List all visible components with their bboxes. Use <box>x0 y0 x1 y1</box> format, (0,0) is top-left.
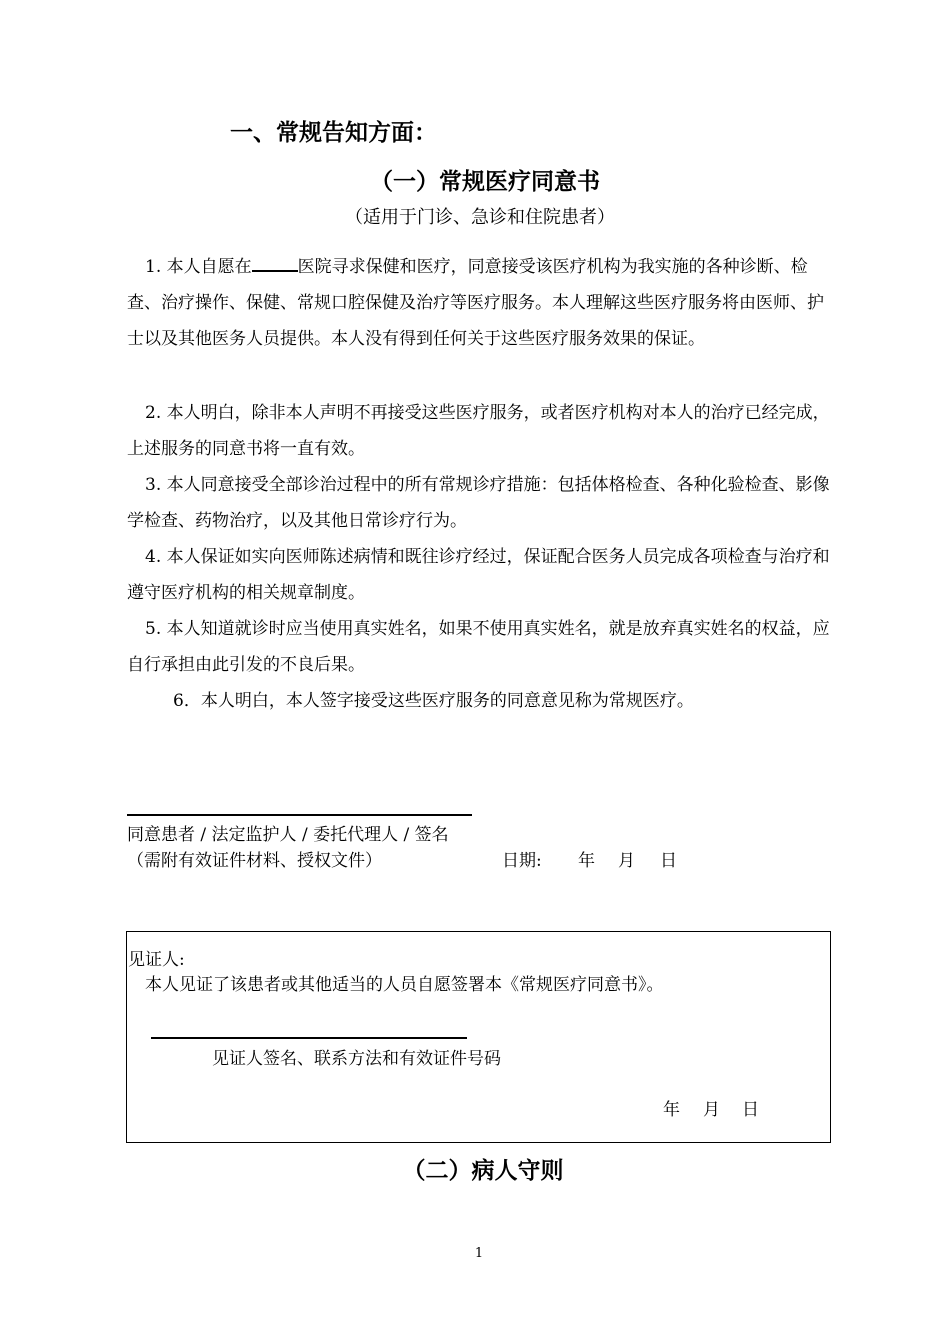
patient-signature-line[interactable] <box>127 814 472 816</box>
date-day: 日 <box>660 851 677 871</box>
witness-signature-label: 见证人签名、联系方法和有效证件号码 <box>212 1049 501 1069</box>
section-title: 一、常规告知方面： <box>230 119 437 146</box>
witness-statement: 本人见证了该患者或其他适当的人员自愿签署本《常规医疗同意书》。 <box>145 975 664 995</box>
date-month: 月 <box>618 851 635 871</box>
clause-5: 5. 本人知道就诊时应当使用真实姓名，如果不使用真实姓名，就是放弃真实姓名的权益，应自行承担由此引发的不良后果。 <box>127 619 830 675</box>
witness-date-month: 月 <box>703 1100 720 1120</box>
date-year: 年 <box>578 851 595 871</box>
witness-heading: 见证人: <box>128 950 185 970</box>
clause-1-text: 医院寻求保健和医疗，同意接受该医疗机构为我实施的各种诊断、检查、治疗操作、保健、常规口腔保健及治疗等医疗服务。本人理解这些医疗服务将由医师、护士以及其他医务人员提供。本人没有得到任何关于这些医疗服务效果的保证。 <box>127 257 824 349</box>
hospital-name-blank[interactable] <box>252 254 298 272</box>
document-title: （一）常规医疗同意书 <box>370 168 600 195</box>
next-section-title: （二）病人守则 <box>402 1157 564 1184</box>
page-number: 1 <box>474 1246 484 1261</box>
clause-3: 3. 本人同意接受全部诊治过程中的所有常规诊疗措施：包括体格检查、各种化验检查、影像学检查、药物治疗，以及其他日常诊疗行为。 <box>127 475 830 531</box>
clause-1-prefix: 1. 本人自愿在 <box>145 257 252 277</box>
patient-signature-label: 同意患者 / 法定监护人 / 委托代理人 / 签名 <box>127 825 449 845</box>
witness-signature-line[interactable] <box>151 1037 467 1039</box>
clause-6: 6．本人明白，本人签字接受这些医疗服务的同意意见称为常规医疗。 <box>173 691 694 711</box>
witness-date-year: 年 <box>663 1100 680 1120</box>
clause-1 <box>127 249 832 357</box>
witness-date-day: 日 <box>742 1100 759 1120</box>
signature-note: （需附有效证件材料、授权文件） <box>127 851 382 871</box>
date-label: 日期: <box>502 851 542 871</box>
document-subtitle: （适用于门诊、急诊和住院患者） <box>345 207 615 228</box>
clause-2: 2. 本人明白，除非本人声明不再接受这些医疗服务，或者医疗机构对本人的治疗已经完成，上述服务的同意书将一直有效。 <box>127 403 830 459</box>
clause-4: 4. 本人保证如实向医师陈述病情和既往诊疗经过，保证配合医务人员完成各项检查与治疗和遵守医疗机构的相关规章制度。 <box>127 547 830 603</box>
